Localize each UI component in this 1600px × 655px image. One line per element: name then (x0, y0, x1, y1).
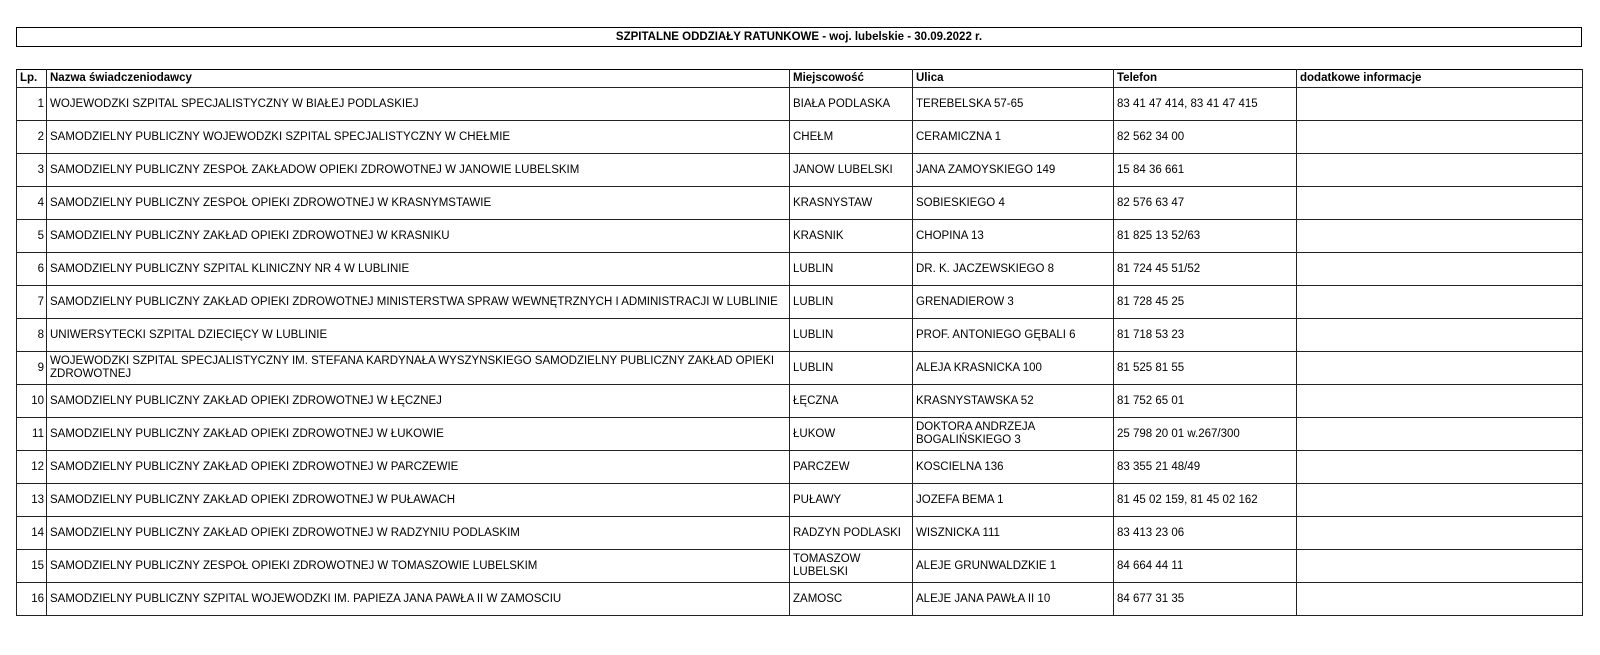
row-lp: 16 (17, 583, 47, 616)
table-row (17, 220, 1583, 253)
row-lp: 14 (17, 517, 47, 550)
row-provider-name-text: SAMODZIELNY PUBLICZNY ZAKŁAD OPIEKI ZDROWOTNEJ W ŁUKOWIE (50, 427, 444, 440)
row-lp: 3 (17, 154, 47, 187)
row-lp: 12 (17, 451, 47, 484)
row-street (913, 418, 1114, 451)
row-provider-name (47, 451, 790, 484)
row-provider-name-text: WOJEWÓDZKI SZPITAL SPECJALISTYCZNY IM. STEFANA KARDYNAŁA WYSZYŃSKIEGO SAMODZIELNY PUBLICZNY ZAKŁAD OPIEKI ZDROWOTNEJ (50, 355, 775, 380)
row-provider-name-text: SAMODZIELNY PUBLICZNY ZAKŁAD OPIEKI ZDROWOTNEJ W KRAŚNIKU (50, 229, 450, 242)
row-phone: 81 45 02 159, 81 45 02 162 (1114, 484, 1297, 517)
row-street-text: GRENADIERÓW 3 (916, 295, 1014, 308)
row-city-text: LUBLIN (793, 328, 834, 341)
row-street-text: WISZNICKA 111 (916, 526, 1000, 539)
row-city (790, 319, 913, 352)
row-provider-name (47, 319, 790, 352)
table-row (17, 154, 1583, 187)
row-provider-name-text: SAMODZIELNY PUBLICZNY ZAKŁAD OPIEKI ZDROWOTNEJ W RADZYNIU PODLASKIM (50, 526, 520, 539)
row-phone: 82 562 34 00 (1114, 121, 1297, 154)
row-street (913, 517, 1114, 550)
row-lp: 13 (17, 484, 47, 517)
row-city (790, 187, 913, 220)
table-row (17, 583, 1583, 616)
row-street (913, 286, 1114, 319)
row-phone: 83 355 21 48/49 (1114, 451, 1297, 484)
row-phone: 25 798 20 01 w.267/300 (1114, 418, 1297, 451)
row-city-text: KRASNYSTAW (793, 196, 873, 209)
row-city (790, 286, 913, 319)
row-street-text: JANA ZAMOYSKIEGO 149 (916, 163, 1056, 176)
row-city-text: ZAMOŚĆ (793, 592, 843, 605)
row-additional-info (1297, 385, 1583, 418)
row-city (790, 451, 913, 484)
row-city (790, 484, 913, 517)
row-phone: 83 41 47 414, 83 41 47 415 (1114, 88, 1297, 121)
table-row (17, 550, 1583, 583)
row-city (790, 220, 913, 253)
row-city-text: CHEŁM (793, 130, 834, 143)
row-lp: 15 (17, 550, 47, 583)
table-row (17, 121, 1583, 154)
row-additional-info (1297, 517, 1583, 550)
row-additional-info (1297, 286, 1583, 319)
row-lp: 7 (17, 286, 47, 319)
row-lp: 11 (17, 418, 47, 451)
row-provider-name (47, 418, 790, 451)
row-provider-name (47, 352, 790, 385)
row-provider-name (47, 121, 790, 154)
row-phone: 83 413 23 06 (1114, 517, 1297, 550)
row-city-text: ŁĘCZNA (793, 394, 839, 407)
row-phone: 84 677 31 35 (1114, 583, 1297, 616)
row-city-text: ŁUKÓW (793, 427, 836, 440)
row-lp: 9 (17, 352, 47, 385)
row-phone: 84 664 44 11 (1114, 550, 1297, 583)
row-city (790, 154, 913, 187)
row-lp: 5 (17, 220, 47, 253)
row-phone: 81 724 45 51/52 (1114, 253, 1297, 286)
row-lp: 1 (17, 88, 47, 121)
row-phone: 81 718 53 23 (1114, 319, 1297, 352)
row-lp: 8 (17, 319, 47, 352)
row-city-text: LUBLIN (793, 361, 834, 374)
row-city-text: TOMASZÓW LUBELSKI (793, 553, 861, 578)
row-phone: 81 525 81 55 (1114, 352, 1297, 385)
row-provider-name-text: SAMODZIELNY PUBLICZNY ZESPÓŁ ZAKŁADÓW OPIEKI ZDROWOTNEJ W JANOWIE LUBELSKIM (50, 163, 580, 176)
row-city-text: LUBLIN (793, 295, 834, 308)
row-city-text: RADZYŃ PODLASKI (793, 526, 901, 539)
row-provider-name (47, 517, 790, 550)
row-provider-name-text: UNIWERSYTECKI SZPITAL DZIECIĘCY W LUBLINIE (50, 328, 328, 341)
row-street-text: SOBIESKIEGO 4 (916, 196, 1005, 209)
row-city-text: JANÓW LUBELSKI (793, 163, 893, 176)
row-street (913, 253, 1114, 286)
row-street (913, 484, 1114, 517)
row-phone: 81 752 65 01 (1114, 385, 1297, 418)
table-row (17, 517, 1583, 550)
row-street-text: TEREBELSKA 57-65 (916, 97, 1024, 110)
row-street (913, 154, 1114, 187)
row-city-text: LUBLIN (793, 262, 834, 275)
row-provider-name (47, 187, 790, 220)
row-street-text: DR. K. JACZEWSKIEGO 8 (916, 262, 1055, 275)
row-additional-info (1297, 484, 1583, 517)
row-street-text: PROF. ANTONIEGO GĘBALI 6 (916, 328, 1076, 341)
row-street-text: ALEJE GRUNWALDZKIE 1 (916, 559, 1057, 572)
row-provider-name (47, 484, 790, 517)
row-provider-name-text: SAMODZIELNY PUBLICZNY ZAKŁAD OPIEKI ZDROWOTNEJ W PUŁAWACH (50, 493, 456, 506)
row-additional-info (1297, 451, 1583, 484)
row-city (790, 385, 913, 418)
row-lp: 6 (17, 253, 47, 286)
row-additional-info (1297, 121, 1583, 154)
row-provider-name-text: SAMODZIELNY PUBLICZNY WOJEWÓDZKI SZPITAL SPECJALISTYCZNY W CHEŁMIE (50, 130, 511, 143)
row-lp: 4 (17, 187, 47, 220)
row-city (790, 352, 913, 385)
row-provider-name (47, 220, 790, 253)
row-phone: 15 84 36 661 (1114, 154, 1297, 187)
row-street (913, 583, 1114, 616)
row-city (790, 121, 913, 154)
row-provider-name (47, 253, 790, 286)
row-additional-info (1297, 352, 1583, 385)
row-street (913, 187, 1114, 220)
row-street (913, 352, 1114, 385)
row-city-text: KRAŚNIK (793, 229, 844, 242)
document-title: SZPITALNE ODDZIAŁY RATUNKOWE - woj. lubelskie - 30.09.2022 r. (16, 27, 1582, 47)
row-provider-name (47, 385, 790, 418)
row-street-text: CERAMICZNA 1 (916, 130, 1001, 143)
table-row (17, 253, 1583, 286)
row-street-text: JÓZEFA BEMA 1 (916, 493, 1004, 506)
row-phone: 82 576 63 47 (1114, 187, 1297, 220)
table-body (17, 88, 1583, 616)
table-row (17, 451, 1583, 484)
row-provider-name (47, 286, 790, 319)
row-additional-info (1297, 88, 1583, 121)
row-city (790, 517, 913, 550)
row-street (913, 319, 1114, 352)
table-row (17, 484, 1583, 517)
row-street-text: CHOPINA 13 (916, 229, 984, 242)
row-street (913, 550, 1114, 583)
row-street (913, 88, 1114, 121)
table-row (17, 385, 1583, 418)
row-lp: 2 (17, 121, 47, 154)
header-additional-info: dodatkowe informacje (1297, 70, 1583, 88)
row-city-text: PARCZEW (793, 460, 850, 473)
row-street-text: ALEJE JANA PAWŁA II 10 (916, 592, 1051, 605)
row-additional-info (1297, 319, 1583, 352)
row-provider-name-text: SAMODZIELNY PUBLICZNY ZESPÓŁ OPIEKI ZDROWOTNEJ W TOMASZOWIE LUBELSKIM (50, 559, 538, 572)
row-additional-info (1297, 583, 1583, 616)
table-header-row (17, 70, 1583, 88)
row-street (913, 451, 1114, 484)
table-row (17, 286, 1583, 319)
row-provider-name-text: SAMODZIELNY PUBLICZNY ZESPÓŁ OPIEKI ZDROWOTNEJ W KRASNYMSTAWIE (50, 196, 492, 209)
row-lp: 10 (17, 385, 47, 418)
row-street (913, 220, 1114, 253)
header-phone: Telefon (1114, 70, 1297, 88)
row-phone: 81 825 13 52/63 (1114, 220, 1297, 253)
table-row (17, 319, 1583, 352)
row-street (913, 385, 1114, 418)
row-street-text: KRASNYSTAWSKA 52 (916, 394, 1034, 407)
row-provider-name-text: SAMODZIELNY PUBLICZNY SZPITAL WOJEWÓDZKI IM. PAPIEŻA JANA PAWŁA II W ZAMOŚCIU (50, 592, 562, 605)
row-additional-info (1297, 418, 1583, 451)
row-street-text: DOKTORA ANDRZEJA BOGALIŃSKIEGO 3 (916, 421, 1035, 446)
row-city (790, 253, 913, 286)
header-lp: Lp. (17, 70, 47, 88)
row-city (790, 88, 913, 121)
row-additional-info (1297, 253, 1583, 286)
row-provider-name (47, 583, 790, 616)
table-row (17, 187, 1583, 220)
row-additional-info (1297, 550, 1583, 583)
row-provider-name-text: SAMODZIELNY PUBLICZNY SZPITAL KLINICZNY NR 4 W LUBLINIE (50, 262, 410, 275)
emergency-departments-table (16, 69, 1583, 616)
row-phone: 81 728 45 25 (1114, 286, 1297, 319)
row-street-text: ALEJA KRAŚNICKA 100 (916, 361, 1042, 374)
row-additional-info (1297, 187, 1583, 220)
table-row (17, 352, 1583, 385)
row-provider-name (47, 88, 790, 121)
header-city: Miejscowość (790, 70, 913, 88)
row-provider-name-text: SAMODZIELNY PUBLICZNY ZAKŁAD OPIEKI ZDROWOTNEJ W ŁĘCZNEJ (50, 394, 442, 407)
row-provider-name (47, 154, 790, 187)
row-additional-info (1297, 154, 1583, 187)
row-provider-name (47, 550, 790, 583)
header-provider-name: Nazwa świadczeniodawcy (47, 70, 790, 88)
row-city-text: BIAŁA PODLASKA (793, 97, 891, 110)
row-city (790, 583, 913, 616)
row-additional-info (1297, 220, 1583, 253)
header-street: Ulica (913, 70, 1114, 88)
row-city (790, 550, 913, 583)
row-provider-name-text: SAMODZIELNY PUBLICZNY ZAKŁAD OPIEKI ZDROWOTNEJ W PARCZEWIE (50, 460, 459, 473)
row-street (913, 121, 1114, 154)
row-city (790, 418, 913, 451)
row-street-text: KOŚCIELNA 136 (916, 460, 1004, 473)
table-row (17, 418, 1583, 451)
row-provider-name-text: SAMODZIELNY PUBLICZNY ZAKŁAD OPIEKI ZDROWOTNEJ MINISTERSTWA SPRAW WEWNĘTRZNYCH I ADMINISTRACJI W LUBLINIE (50, 295, 778, 308)
row-provider-name-text: WOJEWÓDZKI SZPITAL SPECJALISTYCZNY W BIAŁEJ PODLASKIEJ (50, 97, 419, 110)
table-row (17, 88, 1583, 121)
row-city-text: PUŁAWY (793, 493, 842, 506)
